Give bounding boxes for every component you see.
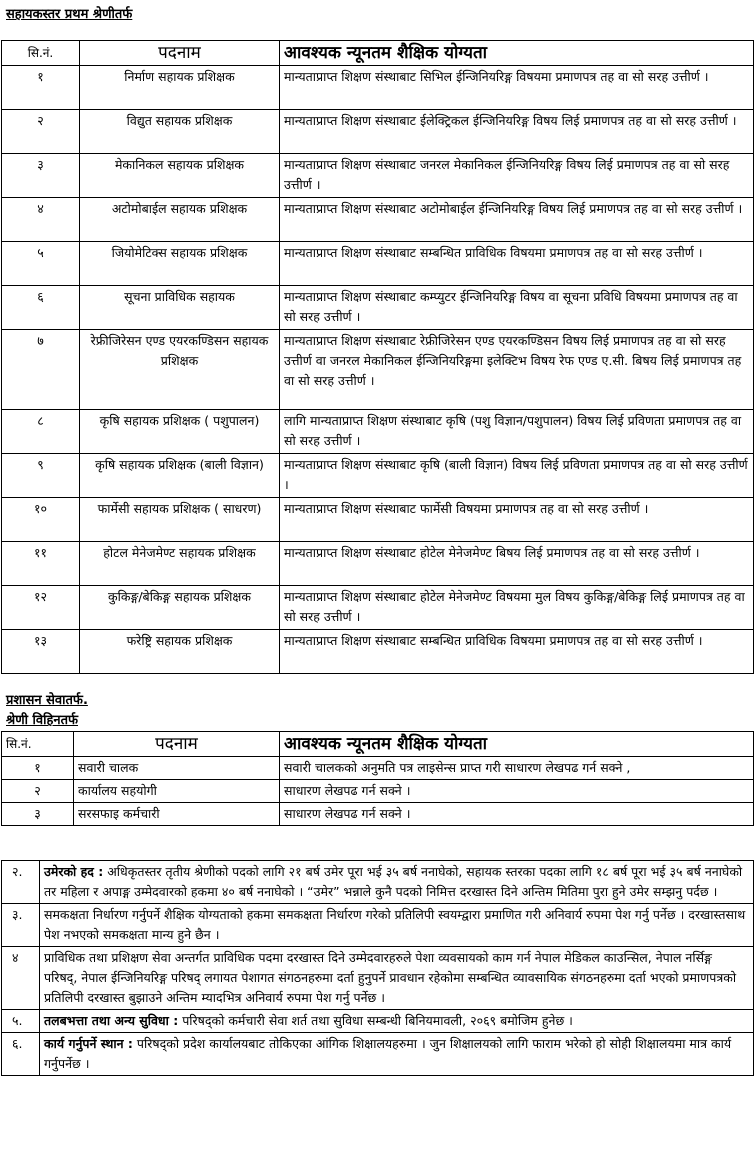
note-number: ४ — [2, 947, 40, 1010]
note-number: ५. — [2, 1010, 40, 1033]
note-text — [40, 1033, 754, 1076]
header-qualification: आवश्यक न्यूनतम शैक्षिक योग्यता — [280, 41, 754, 66]
qualification: साधारण लेखपढ गर्न सक्ने । — [280, 803, 754, 826]
note-body: प्राविधिक तथा प्रशिक्षण सेवा अन्तर्गत प्राविधिक पदमा दरखास्त दिने उम्मेदवारहरुले पेशा व्यवसायको काम गर्न नेपाल मेडिकल काउन्सिल, नेपाल नर्सिङ्ग परिषद्, नेपाल ईन्जिनियरिङ्ग परिषद् लगायत पेशागत संगठनहरुमा दर्ता हुनुपर्ने प्रावधान रहेकोमा सम्बन्धित व्यावसायिक संगठनहरुमा दर्ता भएको प्रमाणपत्रको प्रतिलिपी दरखास्त बुझाउने अन्तिम म्यादभित्र अनिवार्य रुपमा पेश गर्नु पर्नेछ । — [44, 950, 737, 1005]
post-name: कार्यालय सहयोगी — [74, 780, 280, 803]
table-row — [2, 586, 754, 630]
section1-heading: सहायकस्तर प्रथम श्रेणीतर्फ — [6, 7, 133, 22]
administrative-posts-table — [1, 731, 754, 826]
post-name: कृषि सहायक प्रशिक्षक (बाली विज्ञान) — [80, 454, 280, 498]
note-body: अधिकृतस्तर तृतीय श्रेणीको पदको लागि २१ बर्ष उमेर पूरा भई ३५ बर्ष ननाघेको, सहायक स्तरका पदका लागि १८ बर्ष पूरा भई ३५ बर्ष ननाघेको तर महिला र अपाङ्ग उम्मेदवारको हकमा ४० बर्ष ननाघेको । “उमेर” भन्नाले कुनै पदको निमित्त दरखास्त दिने अन्तिम मितिमा पुरा हुने उमेर सम्झनु पर्दछ । — [44, 864, 743, 899]
post-name: मेकानिकल सहायक प्रशिक्षक — [80, 154, 280, 198]
note-number: ६. — [2, 1033, 40, 1076]
note-label: उमेरको हद : — [44, 864, 104, 879]
post-name: रेफ्रीजिरेसन एण्ड एयरकण्डिसन सहायक प्रशिक्षक — [80, 330, 280, 410]
qualification: मान्यताप्राप्त शिक्षण संस्थाबाट ईलेक्ट्रिकल ईन्जिनियरिङ्ग विषय लिई प्रमाणपत्र तह वा सो सरह उत्तीर्ण । — [280, 110, 754, 154]
post-name: जियोमेटिक्स सहायक प्रशिक्षक — [80, 242, 280, 286]
serial-number: ४ — [2, 198, 80, 242]
qualification: मान्यताप्राप्त शिक्षण संस्थाबाट कृषि (बाली विज्ञान) विषय लिई प्रविणता प्रमाणपत्र तह वा सो सरह उत्तीर्ण । — [280, 454, 754, 498]
table-row — [2, 454, 754, 498]
post-name: सरसफाइ कर्मचारी — [74, 803, 280, 826]
qualification: मान्यताप्राप्त शिक्षण संस्थाबाट सम्बन्धित प्राविधिक विषयमा प्रमाणपत्र तह वा सो सरह उत्तीर्ण । — [280, 630, 754, 674]
serial-number: २ — [2, 110, 80, 154]
section2-heading: प्रशासन सेवातर्फ. — [6, 693, 88, 708]
table-row — [2, 286, 754, 330]
note-label: तलबभत्ता तथा अन्य सुविधा : — [44, 1013, 179, 1028]
qualification: मान्यताप्राप्त शिक्षण संस्थाबाट होटेल मेनेजमेण्ट बिषय लिई प्रमाणपत्र तह वा सो सरह उत्तीर्ण । — [280, 542, 754, 586]
table-row — [2, 498, 754, 542]
serial-number: ५ — [2, 242, 80, 286]
serial-number: १ — [2, 66, 80, 110]
post-name: होटल मेनेजमेण्ट सहायक प्रशिक्षक — [80, 542, 280, 586]
table-header-row — [2, 732, 754, 757]
qualification: मान्यताप्राप्त शिक्षण संस्थाबाट जनरल मेकानिकल ईन्जिनियरिङ्ग विषय लिई प्रमाणपत्र तह वा सो सरह उत्तीर्ण । — [280, 154, 754, 198]
note-body: परिषद्को कर्मचारी सेवा शर्त तथा सुविधा सम्बन्धी बिनियमावली, २०६९ बमोजिम हुनेछ । — [178, 1013, 573, 1028]
qualification: साधारण लेखपढ गर्न सक्ने । — [280, 780, 754, 803]
table-row — [2, 803, 754, 826]
post-name: कुकिङ्ग/बेकिङ्ग सहायक प्रशिक्षक — [80, 586, 280, 630]
table-row — [2, 242, 754, 286]
note-number: ३. — [2, 904, 40, 947]
table-row — [2, 780, 754, 803]
note-row — [2, 1010, 754, 1033]
table-row — [2, 757, 754, 780]
note-row — [2, 861, 754, 904]
note-row — [2, 904, 754, 947]
table-row — [2, 542, 754, 586]
table-row — [2, 66, 754, 110]
note-text — [40, 947, 754, 1010]
table-header-row — [2, 41, 754, 66]
table-row — [2, 154, 754, 198]
serial-number: ८ — [2, 410, 80, 454]
post-name: फरेष्ट्रि सहायक प्रशिक्षक — [80, 630, 280, 674]
header-serial: सि.नं. — [2, 732, 74, 757]
qualification: मान्यताप्राप्त शिक्षण संस्थाबाट सम्बन्धित प्राविधिक विषयमा प्रमाणपत्र तह वा सो सरह उत्तीर्ण । — [280, 242, 754, 286]
post-name: सवारी चालक — [74, 757, 280, 780]
note-number: २. — [2, 861, 40, 904]
note-row — [2, 947, 754, 1010]
post-name: निर्माण सहायक प्रशिक्षक — [80, 66, 280, 110]
qualification: मान्यताप्राप्त शिक्षण संस्थाबाट फार्मेसी विषयमा प्रमाणपत्र तह वा सो सरह उत्तीर्ण । — [280, 498, 754, 542]
note-body: समकक्षता निर्धारण गर्नुपर्ने शैक्षिक योग्यताको हकमा समकक्षता निर्धारण गरेको प्रतिलिपी स्वयम्द्वारा प्रमाणित गरी अनिवार्य रुपमा पेश गर्नु पर्नेछ । दरखास्तसाथ पेश नभएको समकक्षता मान्य हुने छैन । — [44, 907, 746, 942]
note-row — [2, 1033, 754, 1076]
serial-number: ७ — [2, 330, 80, 410]
note-text — [40, 1010, 754, 1033]
serial-number: ६ — [2, 286, 80, 330]
post-name: अटोमोबाईल सहायक प्रशिक्षक — [80, 198, 280, 242]
serial-number: २ — [2, 780, 74, 803]
serial-number: ९ — [2, 454, 80, 498]
post-name: कृषि सहायक प्रशिक्षक ( पशुपालन) — [80, 410, 280, 454]
table-row — [2, 330, 754, 410]
header-qualification: आवश्यक न्यूनतम शैक्षिक योग्यता — [280, 732, 754, 757]
serial-number: १ — [2, 757, 74, 780]
section2-subheading: श्रेणी विहिनतर्फ — [6, 713, 79, 728]
header-post: पदनाम — [74, 732, 280, 757]
qualification: मान्यताप्राप्त शिक्षण संस्थाबाट सिभिल ईन्जिनियरिङ्ग विषयमा प्रमाणपत्र तह वा सो सरह उत्तीर्ण । — [280, 66, 754, 110]
qualification: सवारी चालकको अनुमति पत्र लाइसेन्स प्राप्त गरी साधारण लेखपढ गर्न सक्ने , — [280, 757, 754, 780]
table-row — [2, 110, 754, 154]
serial-number: ११ — [2, 542, 80, 586]
qualification: लागि मान्यताप्राप्त शिक्षण संस्थाबाट कृषि (पशु विज्ञान/पशुपालन) विषय लिई प्रविणता प्रमाणपत्र तह वा सो सरह उत्तीर्ण । — [280, 410, 754, 454]
serial-number: १० — [2, 498, 80, 542]
post-name: सूचना प्राविधिक सहायक — [80, 286, 280, 330]
table-row — [2, 630, 754, 674]
serial-number: १३ — [2, 630, 80, 674]
table-row — [2, 410, 754, 454]
technical-posts-table — [1, 40, 754, 674]
table-row — [2, 198, 754, 242]
notes-table — [1, 860, 754, 1076]
qualification: मान्यताप्राप्त शिक्षण संस्थाबाट कम्प्युटर ईन्जिनियरिङ्ग विषय वा सूचना प्रविधि विषयमा प्रमाणपत्र तह वा सो सरह उत्तीर्ण । — [280, 286, 754, 330]
post-name: विद्युत सहायक प्रशिक्षक — [80, 110, 280, 154]
qualification: मान्यताप्राप्त शिक्षण संस्थाबाट होटेल मेनेजमेण्ट विषयमा मुल विषय कुकिङ्ग/बेकिङ्ग लिई प्रमाणपत्र तह वा सो सरह उत्तीर्ण । — [280, 586, 754, 630]
qualification: मान्यताप्राप्त शिक्षण संस्थाबाट रेफ्रीजिरेसन एण्ड एयरकण्डिसन विषय लिई प्रमाणपत्र तह वा सो सरह उत्तीर्ण वा जनरल मेकानिकल ईन्जिनियरिङ्गमा इलेक्टिभ विषय रेफ एण्ड ए.सी. बिषय लिई प्रमाणपत्र तह वा सो सरह उत्तीर्ण । — [280, 330, 754, 410]
serial-number: ३ — [2, 154, 80, 198]
serial-number: ३ — [2, 803, 74, 826]
post-name: फार्मेसी सहायक प्रशिक्षक ( साधरण) — [80, 498, 280, 542]
note-text — [40, 861, 754, 904]
note-body: परिषद्को प्रदेश कार्यालयबाट तोकिएका आंगिक शिक्षालयहरुमा । जुन शिक्षालयको लागि फाराम भरेको हो सोही शिक्षालयमा मात्र कार्य गर्नुपर्नेछ । — [44, 1036, 732, 1071]
note-label: कार्य गर्नुपर्ने स्थान : — [44, 1036, 133, 1051]
serial-number: १२ — [2, 586, 80, 630]
note-text — [40, 904, 754, 947]
header-serial: सि.नं. — [2, 41, 80, 66]
qualification: मान्यताप्राप्त शिक्षण संस्थाबाट अटोमोबाईल ईन्जिनियरिङ्ग विषय लिई प्रमाणपत्र तह वा सो सरह उत्तीर्ण । — [280, 198, 754, 242]
header-post: पदनाम — [80, 41, 280, 66]
